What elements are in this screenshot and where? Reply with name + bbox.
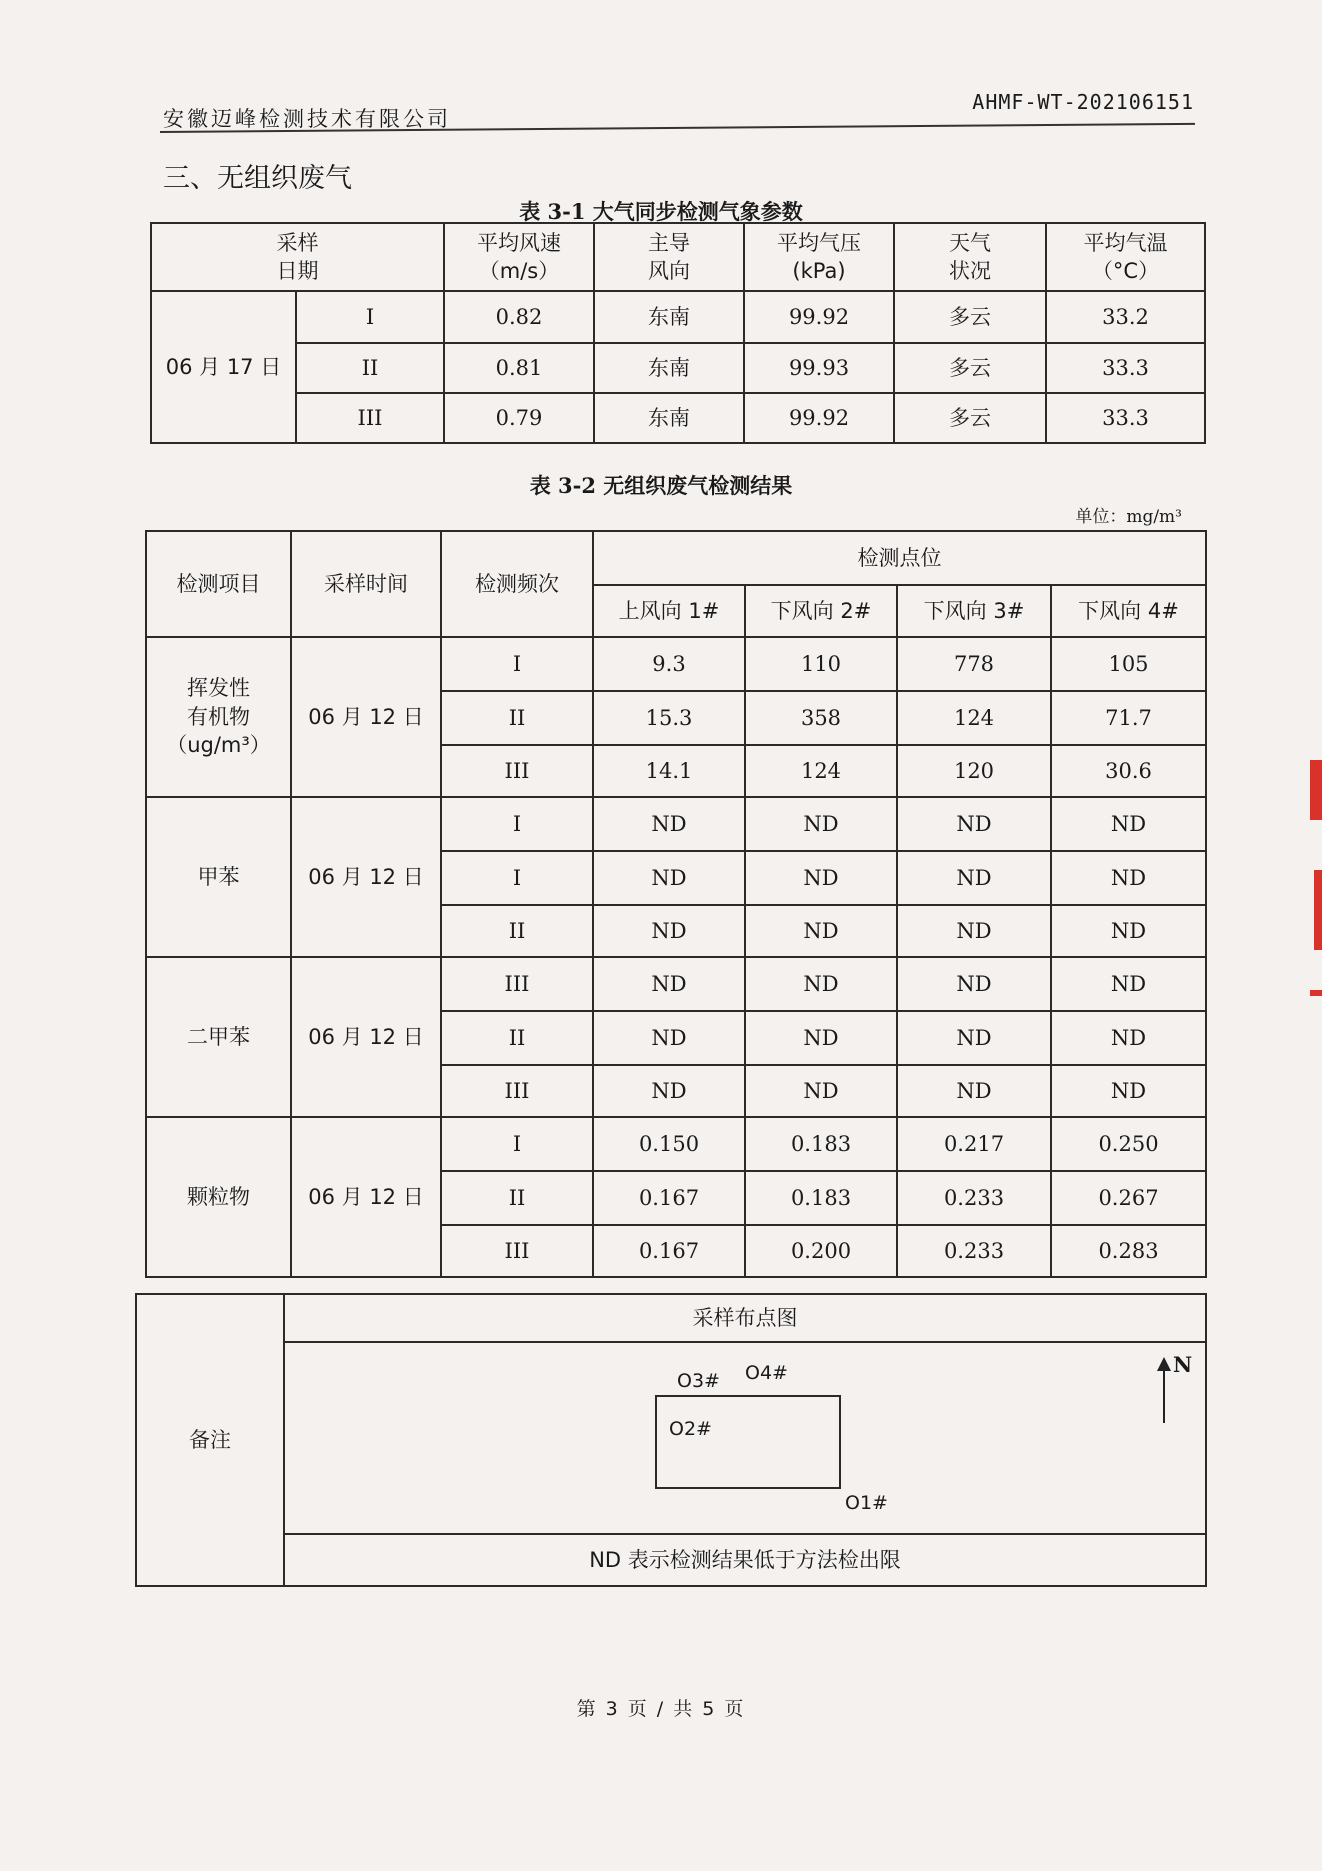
cell-value-point-4: ND: [1051, 957, 1206, 1011]
diagram-title: 采样布点图: [284, 1294, 1206, 1342]
cell-wind-direction: 东南: [594, 291, 744, 343]
sampling-diagram: [285, 1343, 1205, 1533]
results-table: [145, 530, 1207, 1278]
section-title: 三、无组织废气: [163, 163, 352, 194]
report-code: AHMF-WT-202106151: [972, 90, 1194, 114]
cell-sample-date: 06 月 12 日: [291, 1117, 441, 1277]
cell-pressure: 99.92: [744, 393, 894, 443]
cell-value-point-4: 0.250: [1051, 1117, 1206, 1171]
cell-value-point-2: ND: [745, 1011, 897, 1065]
cell-freq: II: [441, 1011, 593, 1065]
cell-value-point-1: ND: [593, 957, 745, 1011]
cell-freq: II: [441, 1171, 593, 1225]
cell-sample-date: 06 月 12 日: [291, 637, 441, 797]
cell-value-point-1: 0.167: [593, 1171, 745, 1225]
cell-item: 二甲苯: [146, 957, 291, 1117]
cell-freq: I: [441, 637, 593, 691]
cell-temperature: 33.2: [1046, 291, 1205, 343]
table-row: [146, 637, 1206, 691]
cell-weather: 多云: [894, 343, 1046, 393]
cell-pressure: 99.93: [744, 343, 894, 393]
cell-value-point-1: ND: [593, 1011, 745, 1065]
th-points: 检测点位: [593, 531, 1206, 585]
cell-value-point-1: ND: [593, 797, 745, 851]
cell-value-point-2: ND: [745, 797, 897, 851]
cell-value-point-1: 0.167: [593, 1225, 745, 1277]
th-point-3: 下风向 3#: [897, 585, 1051, 637]
cell-value-point-4: 30.6: [1051, 745, 1206, 797]
cell-value-point-4: 71.7: [1051, 691, 1206, 745]
th-weather: 天气 状况: [894, 223, 1046, 291]
page-number: 第 3 页 / 共 5 页: [576, 1698, 746, 1720]
th-pressure: 平均气压 (kPa): [744, 223, 894, 291]
cell-value-point-2: 110: [745, 637, 897, 691]
cell-temperature: 33.3: [1046, 343, 1205, 393]
table-row: [146, 1117, 1206, 1171]
table2-caption: 表 3-2 无组织废气检测结果: [529, 473, 793, 498]
cell-freq: I: [441, 851, 593, 905]
cell-value-point-3: ND: [897, 957, 1051, 1011]
cell-value-point-3: 0.217: [897, 1117, 1051, 1171]
cell-item: 颗粒物: [146, 1117, 291, 1277]
cell-wind-direction: 东南: [594, 393, 744, 443]
th-time: 采样时间: [291, 531, 441, 637]
results-body: [146, 637, 1206, 1277]
cell-freq: II: [441, 905, 593, 957]
cell-date: 06 月 17 日: [151, 291, 296, 443]
cell-value-point-1: ND: [593, 905, 745, 957]
cell-value-point-4: 0.283: [1051, 1225, 1206, 1277]
th-point-4: 下风向 4#: [1051, 585, 1206, 637]
cell-wind-speed: 0.81: [444, 343, 594, 393]
table1-caption: 表 3-1 大气同步检测气象参数: [519, 199, 803, 224]
north-arrow-shaft: [1163, 1361, 1165, 1423]
th-point-2: 下风向 2#: [745, 585, 897, 637]
remarks-label: 备注: [136, 1294, 284, 1586]
th-date: 采样 日期: [151, 223, 444, 291]
cell-freq: II: [441, 691, 593, 745]
cell-value-point-1: 0.150: [593, 1117, 745, 1171]
cell-value-point-4: 0.267: [1051, 1171, 1206, 1225]
seal-edge-mark: [1310, 760, 1322, 1020]
cell-value-point-3: 0.233: [897, 1171, 1051, 1225]
cell-value-point-3: ND: [897, 1011, 1051, 1065]
cell-value-point-4: 105: [1051, 637, 1206, 691]
th-temperature: 平均气温 （°C）: [1046, 223, 1205, 291]
cell-item: 挥发性 有机物 （ug/m³）: [146, 637, 291, 797]
north-label: N: [1173, 1352, 1193, 1377]
cell-value-point-3: ND: [897, 905, 1051, 957]
nd-note: ND 表示检测结果低于方法检出限: [284, 1534, 1206, 1586]
cell-value-point-2: 358: [745, 691, 897, 745]
th-wind-speed: 平均风速 （m/s）: [444, 223, 594, 291]
cell-pressure: 99.92: [744, 291, 894, 343]
cell-freq: III: [441, 1065, 593, 1117]
cell-freq: III: [441, 957, 593, 1011]
cell-value-point-3: ND: [897, 851, 1051, 905]
cell-wind-speed: 0.79: [444, 393, 594, 443]
weather-params-table: [150, 222, 1206, 444]
cell-sample-date: 06 月 12 日: [291, 797, 441, 957]
cell-freq: III: [441, 745, 593, 797]
table-row: [146, 957, 1206, 1011]
cell-value-point-2: ND: [745, 851, 897, 905]
cell-wind-speed: 0.82: [444, 291, 594, 343]
point-3-label: O3#: [677, 1370, 720, 1392]
cell-value-point-2: ND: [745, 957, 897, 1011]
th-point-1: 上风向 1#: [593, 585, 745, 637]
cell-value-point-2: ND: [745, 1065, 897, 1117]
cell-freq: III: [296, 393, 444, 443]
cell-value-point-3: 778: [897, 637, 1051, 691]
th-item: 检测项目: [146, 531, 291, 637]
cell-value-point-2: ND: [745, 905, 897, 957]
cell-value-point-2: 0.183: [745, 1117, 897, 1171]
table-row: [146, 797, 1206, 851]
cell-value-point-4: ND: [1051, 1011, 1206, 1065]
cell-freq: I: [296, 291, 444, 343]
cell-value-point-4: ND: [1051, 1065, 1206, 1117]
cell-value-point-1: 15.3: [593, 691, 745, 745]
cell-value-point-4: ND: [1051, 905, 1206, 957]
cell-value-point-1: ND: [593, 1065, 745, 1117]
th-freq: 检测频次: [441, 531, 593, 637]
cell-freq: II: [296, 343, 444, 393]
point-1-label: O1#: [845, 1492, 888, 1514]
point-2-label: O2#: [669, 1418, 712, 1440]
cell-weather: 多云: [894, 291, 1046, 343]
cell-freq: I: [441, 1117, 593, 1171]
th-wind-direction: 主导 风向: [594, 223, 744, 291]
cell-weather: 多云: [894, 393, 1046, 443]
cell-sample-date: 06 月 12 日: [291, 957, 441, 1117]
cell-value-point-1: 14.1: [593, 745, 745, 797]
sampling-diagram-cell: [284, 1342, 1206, 1534]
cell-freq: III: [441, 1225, 593, 1277]
cell-value-point-3: ND: [897, 1065, 1051, 1117]
cell-value-point-3: ND: [897, 797, 1051, 851]
company-name: 安徽迈峰检测技术有限公司: [163, 107, 451, 131]
remarks-table: [135, 1293, 1207, 1587]
unit-label: 单位：mg/m³: [1075, 507, 1182, 527]
cell-value-point-2: 0.183: [745, 1171, 897, 1225]
cell-wind-direction: 东南: [594, 343, 744, 393]
cell-value-point-2: 124: [745, 745, 897, 797]
cell-value-point-1: 9.3: [593, 637, 745, 691]
cell-value-point-3: 120: [897, 745, 1051, 797]
cell-item: 甲苯: [146, 797, 291, 957]
cell-value-point-4: ND: [1051, 797, 1206, 851]
cell-value-point-3: 124: [897, 691, 1051, 745]
cell-freq: I: [441, 797, 593, 851]
cell-value-point-3: 0.233: [897, 1225, 1051, 1277]
cell-value-point-2: 0.200: [745, 1225, 897, 1277]
cell-value-point-1: ND: [593, 851, 745, 905]
cell-temperature: 33.3: [1046, 393, 1205, 443]
point-4-label: O4#: [745, 1362, 788, 1384]
cell-value-point-4: ND: [1051, 851, 1206, 905]
